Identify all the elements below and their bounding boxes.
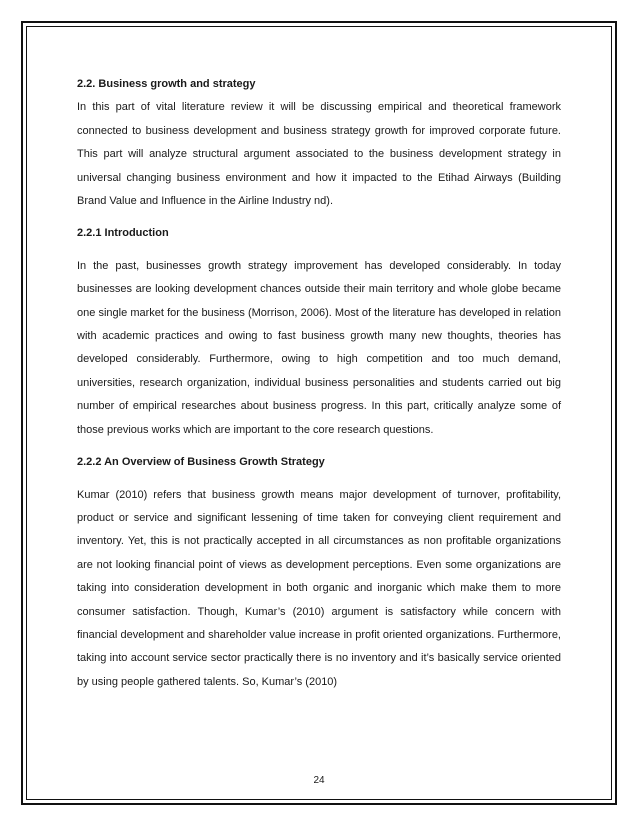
page-content xyxy=(77,73,561,694)
section-text-overview: Kumar (2010) refers that business growth means major development of turnover, profitability, product or service and significant lessening of time taken for conveying client requirement and inventory. Yet, this is not practically accepted in all circumstances as non profitable organizations are not looking financial point of views as development perceptions. Even some organizations are taking into consideration development in both organic and inorganic which make them to more consumer satisfaction. Though, Kumar’s (2010) argument is satisfactory while concern with financial development and shareholder value increase in profit oriented organizations. Furthermore, taking into account service sector practically there is no inventory and it’s basically service oriented by using people gathered talents. So, Kumar’s (2010) xyxy=(77,488,561,688)
section-heading-overview: 2.2.2 An Overview of Business Growth Strategy xyxy=(77,456,325,469)
section-heading-business-growth: 2.2. Business growth and strategy xyxy=(77,78,256,90)
section-text-business-growth: In this part of vital literature review it will be discussing empirical and theoretical framework connected to business development and business strategy growth for improved corporate future. This part will analyze structural argument associated to the business development strategy in universal changing business environment and how it impacted to the Etihad Airways (Building Brand Value and Influence in the Airline Industry nd). xyxy=(77,101,561,208)
page-number: 24 xyxy=(313,775,325,786)
section-text-introduction: In the past, businesses growth strategy improvement has developed considerably. In today businesses are looking development chances outside their main territory and whole globe became one single market for the business (Morrison, 2006). Most of the literature has developed in relation with academic practices and owing to fast business growth many new thoughts, theories has developed considerably. Furthermore, owing to high competition and too much demand, universities, research organization, individual business personalities and students carried out big number of empirical researches about business progress. In this part, critically analyze some of those previous works which are important to the core research questions. xyxy=(77,259,561,436)
section-heading-introduction: 2.2.1 Introduction xyxy=(77,227,169,240)
